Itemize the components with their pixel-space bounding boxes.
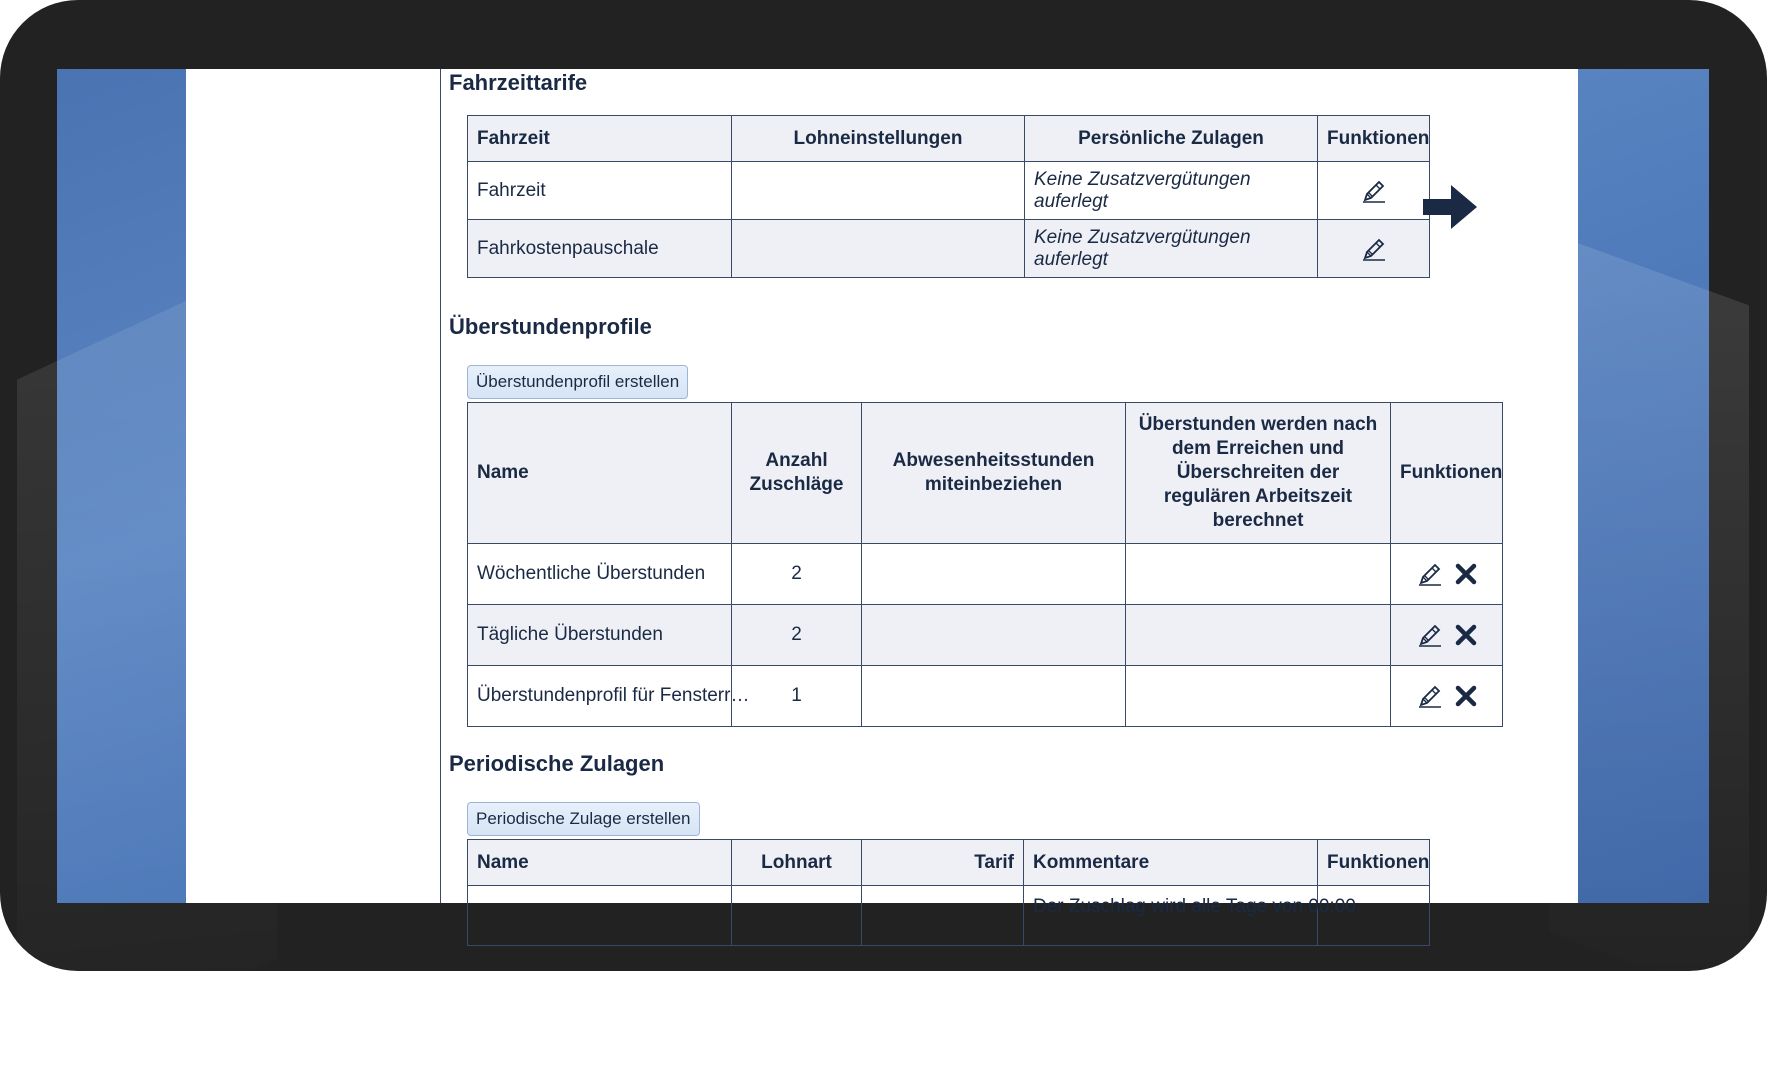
section-title-overtime: Überstundenprofile (449, 314, 652, 339)
edit-icon[interactable] (1416, 621, 1444, 649)
periodic-table (467, 839, 1430, 946)
page (186, 69, 1578, 917)
delete-icon[interactable] (1454, 623, 1478, 647)
cell-name: Tägliche Überstunden (468, 605, 732, 666)
column-header: Lohneinstellungen (732, 116, 1025, 162)
cell-allowance: Keine Zusatzvergütungen auferlegt (1025, 162, 1318, 220)
cell-count: 1 (732, 666, 862, 727)
create-overtime-profile-button[interactable]: Überstundenprofil erstellen (467, 365, 688, 399)
cell-functions (1318, 220, 1430, 278)
column-header: Anzahl Zuschläge (732, 403, 862, 544)
cell-functions (1391, 666, 1503, 727)
cell-functions (1391, 605, 1503, 666)
cell-functions (1391, 544, 1503, 605)
cell-absence (862, 544, 1126, 605)
table-header-row (468, 403, 1503, 544)
column-header: Name (468, 840, 732, 886)
column-header: Fahrzeit (468, 116, 732, 162)
cell-wage (732, 220, 1025, 278)
table-row (468, 162, 1430, 220)
column-header: Funktionen (1391, 403, 1503, 544)
cell-count: 2 (732, 605, 862, 666)
cell-after-regular (1126, 605, 1391, 666)
cell-wage (732, 162, 1025, 220)
cell-after-regular (1126, 544, 1391, 605)
cell-wage-type (732, 886, 862, 946)
column-header: Überstunden werden nach dem Erreichen und Überschreiten der regulären Arbeitszeit berechnet (1126, 403, 1391, 544)
table-row (468, 220, 1430, 278)
edit-icon[interactable] (1360, 235, 1388, 263)
create-periodic-allowance-button[interactable]: Periodische Zulage erstellen (467, 802, 700, 836)
overtime-table (467, 402, 1503, 727)
table-row (468, 605, 1503, 666)
section-title-travel: Fahrzeittarife (449, 70, 588, 95)
cell-absence (862, 666, 1126, 727)
column-header: Persönliche Zulagen (1025, 116, 1318, 162)
column-header: Name (468, 403, 732, 544)
cell-name (468, 886, 732, 946)
column-header: Lohnart (732, 840, 862, 886)
cell-after-regular (1126, 666, 1391, 727)
cell-allowance: Keine Zusatzvergütungen auferlegt (1025, 220, 1318, 278)
column-header: Funktionen (1318, 840, 1430, 886)
cell-name: Überstundenprofil für Fensterr… (468, 666, 732, 727)
delete-icon[interactable] (1454, 684, 1478, 708)
table-row (468, 886, 1430, 946)
desktop-background (57, 69, 1709, 917)
travel-table (467, 115, 1430, 278)
cell-name: Fahrkostenpauschale (468, 220, 732, 278)
arrow-right-icon (1423, 182, 1479, 237)
section-title-periodic: Periodische Zulagen (449, 751, 665, 776)
edit-icon[interactable] (1360, 177, 1388, 205)
cell-comment: Der Zuschlag wird alle Tage von 00:00 (1024, 886, 1318, 946)
column-header: Kommentare (1024, 840, 1318, 886)
table-row (468, 666, 1503, 727)
cell-count: 2 (732, 544, 862, 605)
table-header-row (468, 116, 1430, 162)
cell-rate (862, 886, 1024, 946)
edit-icon[interactable] (1416, 560, 1444, 588)
cell-functions (1318, 162, 1430, 220)
column-header: Tarif (862, 840, 1024, 886)
column-header: Abwesenheitsstunden miteinbeziehen (862, 403, 1126, 544)
main-content (440, 69, 1578, 917)
cell-absence (862, 605, 1126, 666)
delete-icon[interactable] (1454, 562, 1478, 586)
cell-name: Wöchentliche Überstunden (468, 544, 732, 605)
cell-name: Fahrzeit (468, 162, 732, 220)
table-header-row (468, 840, 1430, 886)
column-header: Funktionen (1318, 116, 1430, 162)
edit-icon[interactable] (1416, 682, 1444, 710)
table-row (468, 544, 1503, 605)
